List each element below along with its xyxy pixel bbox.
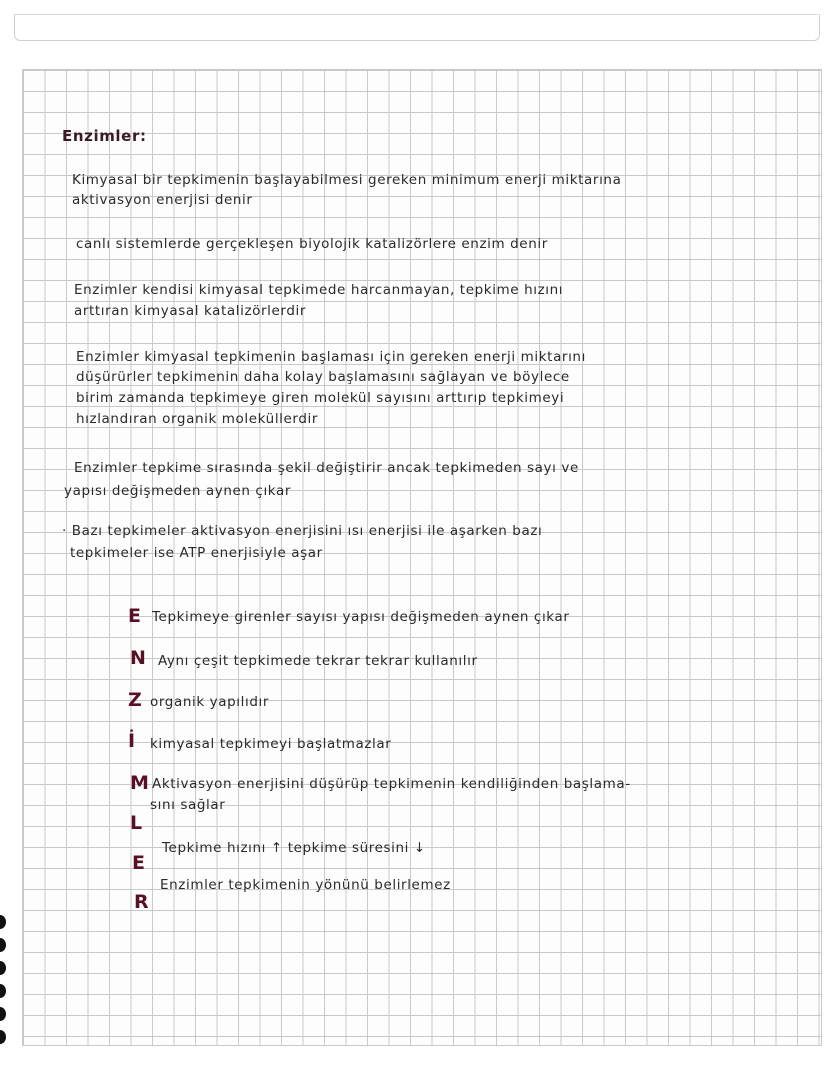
ring — [0, 961, 6, 975]
ring — [0, 1007, 6, 1021]
acrostic-letter: İ — [128, 730, 136, 752]
paragraph-line: tepkimeler ise ATP enerjisiyle aşar — [70, 545, 323, 561]
ring — [0, 915, 6, 929]
acrostic-letter: E — [128, 605, 141, 627]
spiral-binding — [0, 915, 8, 1053]
paragraph-line: Enzimler kendisi kimyasal tepkimede harcanmayan, tepkime hızını — [74, 282, 564, 298]
acrostic-text: Tepkimeye girenler sayısı yapısı değişmeden aynen çıkar — [152, 609, 570, 625]
acrostic-letter: E — [132, 852, 145, 874]
acrostic-letter: N — [130, 647, 146, 669]
paragraph-line: yapısı değişmeden aynen çıkar — [64, 483, 292, 499]
paragraph-line: birim zamanda tepkimeye giren molekül sayısını arttırıp tepkimeyi — [76, 390, 565, 406]
page-title: Enzimler: — [62, 127, 147, 145]
ring — [0, 938, 6, 952]
acrostic-letter: M — [130, 772, 149, 794]
top-card — [14, 14, 820, 41]
paragraph-line: Kimyasal bir tepkimenin başlayabilmesi gereken minimum enerji miktarına — [72, 172, 622, 188]
ring — [0, 984, 6, 998]
acrostic-letter: L — [130, 812, 143, 834]
acrostic-text: organik yapılıdır — [150, 694, 269, 710]
paragraph-line: aktivasyon enerjisi denir — [72, 192, 253, 208]
acrostic-text: Tepkime hızını ↑ tepkime süresini ↓ — [162, 840, 426, 856]
paragraph-line: canlı sistemlerde gerçekleşen biyolojik katalizörlere enzim denir — [76, 236, 548, 252]
acrostic-text: Enzimler tepkimenin yönünü belirlemez — [160, 877, 451, 893]
acrostic-text: Aynı çeşit tepkimede tekrar tekrar kullanılır — [158, 653, 478, 669]
acrostic-text: Aktivasyon enerjisini düşürüp tepkimenin kendiliğinden başlama- — [152, 776, 631, 792]
acrostic-letter: Z — [128, 689, 142, 711]
ring — [0, 1030, 6, 1044]
paragraph-line: arttıran kimyasal katalizörlerdir — [74, 303, 307, 319]
acrostic-text: kimyasal tepkimeyi başlatmazlar — [150, 736, 392, 752]
acrostic-letter: R — [134, 891, 149, 913]
paragraph-line: hızlandıran organik moleküllerdir — [76, 411, 319, 427]
acrostic-continuation: sını sağlar — [150, 797, 226, 813]
paragraph-line: Enzimler kimyasal tepkimenin başlaması için gereken enerji miktarını — [76, 349, 586, 365]
paragraph-line: Enzimler tepkime sırasında şekil değiştirir ancak tepkimeden sayı ve — [74, 460, 579, 476]
paragraph-line: düşürürler tepkimenin daha kolay başlamasını sağlayan ve böylece — [76, 369, 570, 385]
paragraph-line: · Bazı tepkimeler aktivasyon enerjisini ısı enerjisi ile aşarken bazı — [62, 523, 543, 539]
